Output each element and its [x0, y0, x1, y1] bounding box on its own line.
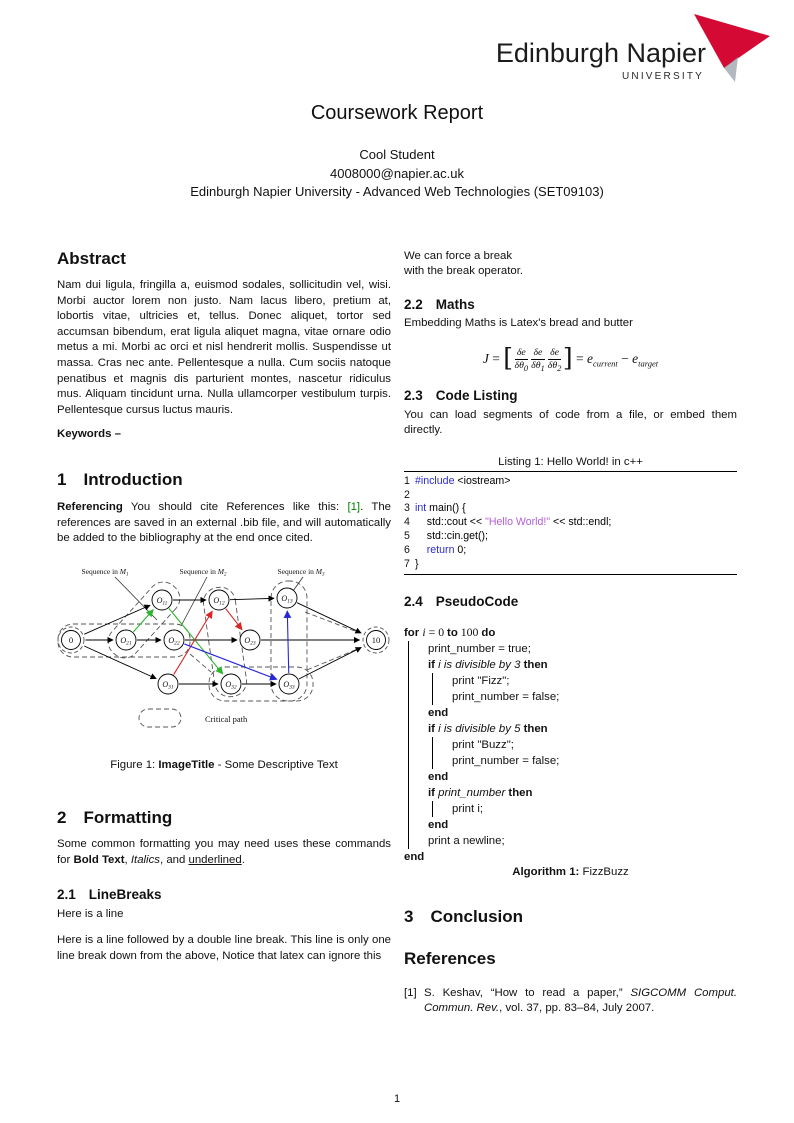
- graph-edge: [84, 646, 156, 679]
- break-demo: We can force a break with the break operator.: [404, 249, 524, 278]
- page-title: Coursework Report: [310, 102, 484, 124]
- algorithm-line: for i = 0 to 100 do: [404, 624, 496, 639]
- keywords-value: –: [111, 428, 121, 441]
- graph-node: [116, 630, 136, 650]
- bold-text-sample: Bold Text: [73, 853, 125, 866]
- algorithm-block: [404, 624, 737, 865]
- page-number: 1: [393, 1093, 401, 1105]
- listing-caption: Listing 1: Hello World! in c++: [498, 455, 643, 468]
- svg-text:O32: O32: [225, 679, 237, 691]
- graph-node: [158, 674, 178, 694]
- svg-text:0: 0: [68, 634, 74, 645]
- linebreaks-line1: Here is a line: [57, 907, 124, 920]
- algorithm-line: print "Fizz";: [404, 673, 737, 689]
- svg-text:O22: O22: [168, 635, 180, 647]
- code-line: 5 std::cin.get();: [404, 529, 489, 542]
- linebreaks-paragraph: Here is a line followed by a double line break. This line is only one line break down from the above, Notice that latex can ignore this: [57, 934, 391, 962]
- graph-node: [363, 627, 389, 653]
- svg-text:O13: O13: [281, 593, 293, 605]
- references-heading: References: [404, 949, 496, 969]
- graph-nodes: [58, 588, 389, 694]
- logo-subtitle: UNIVERSITY: [621, 71, 704, 82]
- right-column: [404, 249, 737, 1017]
- section-formatting: 2 Formatting: [57, 807, 173, 827]
- university-logo: [496, 12, 774, 84]
- abstract-heading: Abstract: [57, 248, 126, 268]
- jacobian-equation: J = [ $\frac{\delta e}{\delta\theta_0}$ $\frac{\delta e}{\delta\theta_1}$ $\frac{\delta e}{\delta\theta_2}$ ] = $e_{current} - e_{target}$: [482, 343, 659, 373]
- keywords-line: [57, 428, 391, 440]
- algorithm-line: end: [404, 817, 737, 833]
- critical-path-label: Critical path: [205, 713, 248, 724]
- svg-text:10: 10: [371, 634, 381, 645]
- code-line: 2: [404, 488, 410, 501]
- algorithm-line: end: [404, 769, 737, 785]
- algorithm-line: end: [404, 705, 737, 721]
- algorithm-line: print_number = false;: [404, 753, 737, 769]
- graph-node: [209, 590, 229, 610]
- graph-edge: [287, 611, 288, 673]
- code-line: 3 int main() {: [404, 502, 466, 515]
- graph-edge: [84, 605, 150, 634]
- maths-intro: Embedding Maths is Latex's bread and butter: [404, 316, 633, 329]
- algorithm-line: end: [404, 850, 425, 863]
- referencing-label: Referencing: [57, 500, 123, 513]
- graph-node: [277, 588, 297, 608]
- graph-machine-labels: [81, 567, 325, 578]
- graph-edge: [133, 609, 153, 631]
- svg-text:O12: O12: [213, 595, 225, 607]
- graph-edge: [226, 608, 242, 629]
- section-conclusion: 3 Conclusion: [404, 906, 524, 926]
- logo-triangle-icon: [690, 12, 774, 84]
- algorithm-line: print_number = false;: [404, 689, 737, 705]
- graph-edge: [230, 598, 274, 599]
- italics-sample: Italics: [130, 853, 160, 866]
- subsection-code-listing: 2.3 Code Listing: [404, 388, 518, 404]
- code-line: 1 #include <iostream>: [404, 474, 511, 487]
- algorithm-line: if i is divisible by 5 then: [404, 721, 737, 737]
- citation-link[interactable]: [1]: [347, 500, 361, 513]
- critical-path-legend: [139, 709, 248, 727]
- dashed-group-outlines: [58, 576, 360, 701]
- algorithm-line: if i is divisible by 3 then: [404, 657, 737, 673]
- svg-text:O31: O31: [162, 679, 174, 691]
- algorithm-line: print a newline;: [404, 833, 737, 849]
- graph-node: [279, 674, 299, 694]
- job-shop-graph: [57, 560, 391, 730]
- svg-text:O23: O23: [244, 635, 256, 647]
- subsection-linebreaks: 2.1 LineBreaks: [57, 887, 162, 903]
- left-column: [57, 249, 391, 1017]
- algorithm-line: if print_number then: [404, 785, 737, 801]
- algorithm-caption: Algorithm 1: FizzBuzz: [512, 865, 629, 878]
- logo-wordmark: Edinburgh Napier: [495, 38, 706, 68]
- machine-sequence-label: Sequence in $M_2$: [179, 566, 227, 578]
- code-line: 6 return 0;: [404, 543, 467, 556]
- algorithm-line: print i;: [404, 801, 737, 817]
- introduction-paragraph: Referencing You should cite References like this: [1]. The references are saved in an external .bib file, and will automatically be added to the bibliography at the end once cited.: [57, 500, 391, 545]
- keywords-label: Keywords: [57, 428, 112, 441]
- code-listing-block: [404, 471, 737, 576]
- formatting-paragraph: Some common formatting you may need uses these commands for Bold Text, Italics, and underlined.: [57, 838, 391, 866]
- underline-sample: underlined: [188, 853, 242, 866]
- author-block: [0, 146, 794, 202]
- graph-node: [58, 627, 84, 653]
- graph-node: [164, 630, 184, 650]
- subsection-maths: 2.2 Maths: [404, 296, 475, 312]
- figure-caption: Figure 1: ImageTitle - Some Descriptive Text: [110, 758, 338, 771]
- algorithm-line: print "Buzz";: [404, 737, 737, 753]
- figure-1: [57, 560, 391, 771]
- code-listing-intro: You can load segments of code from a file, or embed them directly.: [404, 408, 737, 437]
- svg-text:O21: O21: [120, 635, 132, 647]
- abstract-text: Nam dui ligula, fringilla a, euismod sodales, sollicitudin vel, wisi. Morbi auctor lorem non justo. Nam lacus libero, pretium at, lobortis vitae, ultricies et, tellus. Donec aliquet, tortor sed accumsan bibendum, erat ligula aliquet magna, vitae ornare odio metus a mi. Morbi ac orci et nisl hendrerit mollis. Suspendisse ut massa. Cras nec ante. Pellentesque a nulla. Cum sociis natoque penatibus et magnis dis parturient montes, nascetur ridiculus mus. Aliquam tincidunt urna. Nulla ullamcorper vestibulum turpis. Pellentesque cursus luctus mauris.: [57, 279, 391, 416]
- section-introduction: 1 Introduction: [57, 470, 183, 490]
- graph-edge: [299, 647, 361, 679]
- code-line: 7 }: [404, 557, 419, 570]
- graph-node: [152, 590, 172, 610]
- svg-text:O11: O11: [156, 595, 168, 607]
- reference-text: S. Keshav, “How to read a paper,” SIGCOMM Comput. Commun. Rev., vol. 37, pp. 83–84, July 2007.: [424, 986, 737, 1015]
- author-email: 4008000@napier.ac.uk: [330, 165, 464, 181]
- code-line: 4 std::cout << "Hello World!" << std::endl;: [404, 516, 612, 529]
- algorithm-line: print_number = true;: [404, 641, 737, 657]
- graph-node: [221, 674, 241, 694]
- author-name: Cool Student: [359, 147, 435, 162]
- subsection-pseudocode: 2.4 PseudoCode: [404, 594, 519, 610]
- author-affiliation: Edinburgh Napier University - Advanced Web Technologies (SET09103): [190, 184, 604, 199]
- reference-item: [404, 986, 737, 1017]
- machine-sequence-label: Sequence in $M_3$: [277, 566, 325, 578]
- svg-text:O33: O33: [283, 679, 295, 691]
- reference-label: [1]: [404, 986, 417, 999]
- machine-sequence-label: Sequence in $M_1$: [81, 566, 129, 578]
- graph-node: [240, 630, 260, 650]
- logo-text: [496, 38, 706, 82]
- two-column-body: [57, 249, 737, 1017]
